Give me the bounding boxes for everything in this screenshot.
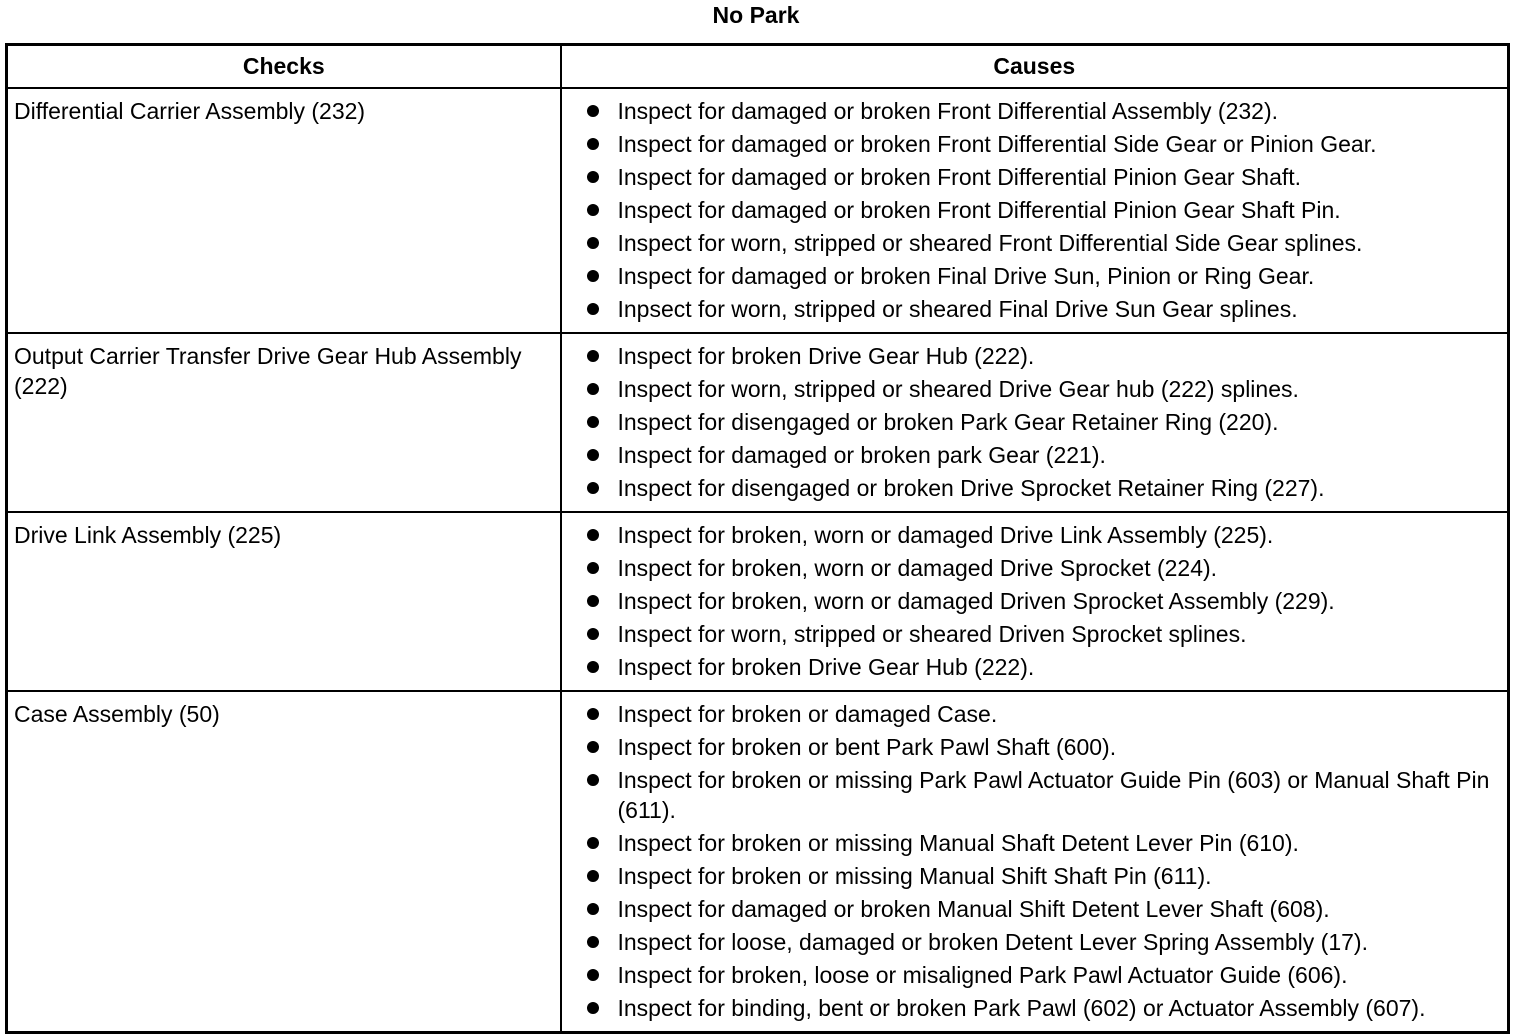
causes-list: [562, 520, 1500, 682]
cause-item: [562, 828, 1500, 858]
cause-text: Inspect for damaged or broken Front Differential Side Gear or Pinion Gear.: [617, 131, 1377, 157]
bullet-icon: [587, 870, 599, 882]
cause-text: Inspect for damaged or broken park Gear (221).: [617, 442, 1106, 468]
check-cell: Differential Carrier Assembly (232): [7, 88, 561, 333]
cause-item: [562, 162, 1500, 192]
cause-item: [562, 894, 1500, 924]
cause-item: [562, 96, 1500, 126]
bullet-icon: [587, 837, 599, 849]
cause-item: [562, 129, 1500, 159]
cause-text: Inspect for worn, stripped or sheared Drive Gear hub (222) splines.: [617, 376, 1299, 402]
diagnostic-table: [5, 43, 1510, 1034]
causes-cell: [561, 691, 1509, 1033]
bullet-icon: [587, 774, 599, 786]
bullet-icon: [587, 741, 599, 753]
cause-text: Inspect for damaged or broken Front Differential Assembly (232).: [617, 98, 1279, 124]
cause-item: [562, 374, 1500, 404]
header-causes: Causes: [561, 45, 1509, 89]
cause-text: Inspect for broken Drive Gear Hub (222).: [617, 654, 1035, 680]
cause-text: Inspect for damaged or broken Front Differential Pinion Gear Shaft.: [617, 164, 1302, 190]
cause-item: [562, 927, 1500, 957]
cause-item: [562, 553, 1500, 583]
cause-item: [562, 765, 1500, 825]
bullet-icon: [587, 449, 599, 461]
cause-item: [562, 699, 1500, 729]
bullet-icon: [587, 383, 599, 395]
cause-item: [562, 440, 1500, 470]
check-cell: Output Carrier Transfer Drive Gear Hub Assembly (222): [7, 333, 561, 512]
cause-text: Inspect for broken, loose or misaligned Park Pawl Actuator Guide (606).: [617, 962, 1348, 988]
cause-item: [562, 619, 1500, 649]
bullet-icon: [587, 482, 599, 494]
cause-text: Inspect for broken or missing Park Pawl Actuator Guide Pin (603) or Manual Shaft Pin (611).: [617, 767, 1490, 823]
page-title: No Park: [712, 2, 800, 28]
cause-text: Inspect for damaged or broken Final Drive Sun, Pinion or Ring Gear.: [617, 263, 1315, 289]
cause-text: Inspect for broken, worn or damaged Drive Link Assembly (225).: [617, 522, 1274, 548]
cause-item: [562, 732, 1500, 762]
causes-cell: [561, 88, 1509, 333]
bullet-icon: [587, 595, 599, 607]
bullet-icon: [587, 969, 599, 981]
cause-text: Inspect for worn, stripped or sheared Driven Sprocket splines.: [617, 621, 1247, 647]
cause-item: [562, 261, 1500, 291]
bullet-icon: [587, 936, 599, 948]
cause-text: Inspect for worn, stripped or sheared Front Differential Side Gear splines.: [617, 230, 1363, 256]
cause-text: Inspect for broken or missing Manual Shift Shaft Pin (611).: [617, 863, 1212, 889]
cause-text: Inspect for damaged or broken Manual Shift Detent Lever Shaft (608).: [617, 896, 1330, 922]
causes-cell: [561, 512, 1509, 691]
bullet-icon: [587, 1002, 599, 1014]
bullet-icon: [587, 628, 599, 640]
bullet-icon: [587, 237, 599, 249]
check-cell: Drive Link Assembly (225): [7, 512, 561, 691]
cause-text: Inspect for broken or missing Manual Shaft Detent Lever Pin (610).: [617, 830, 1299, 856]
bullet-icon: [587, 270, 599, 282]
cause-text: Inspect for damaged or broken Front Differential Pinion Gear Shaft Pin.: [617, 197, 1341, 223]
causes-list: [562, 96, 1500, 324]
causes-cell: [561, 333, 1509, 512]
cause-item: [562, 473, 1500, 503]
cause-text: Inspect for broken or bent Park Pawl Shaft (600).: [617, 734, 1117, 760]
cause-text: Inspect for disengaged or broken Drive Sprocket Retainer Ring (227).: [617, 475, 1325, 501]
cause-item: [562, 993, 1500, 1023]
cause-text: Inspect for broken, worn or damaged Driven Sprocket Assembly (229).: [617, 588, 1335, 614]
bullet-icon: [587, 903, 599, 915]
cause-item: [562, 861, 1500, 891]
cause-text: Inspect for disengaged or broken Park Gear Retainer Ring (220).: [617, 409, 1279, 435]
cause-text: Inspect for binding, bent or broken Park Pawl (602) or Actuator Assembly (607).: [617, 995, 1426, 1021]
header-checks: Checks: [7, 45, 561, 89]
bullet-icon: [587, 661, 599, 673]
bullet-icon: [587, 138, 599, 150]
cause-text: Inspect for broken, worn or damaged Drive Sprocket (224).: [617, 555, 1218, 581]
cause-item: [562, 228, 1500, 258]
cause-item: [562, 341, 1500, 371]
cause-text: Inspect for broken Drive Gear Hub (222).: [617, 343, 1035, 369]
table-row: [7, 88, 1509, 333]
bullet-icon: [587, 204, 599, 216]
bullet-icon: [587, 303, 599, 315]
table-row: [7, 512, 1509, 691]
cause-item: [562, 520, 1500, 550]
cause-text: Inspect for broken or damaged Case.: [617, 701, 998, 727]
cause-item: [562, 294, 1500, 324]
bullet-icon: [587, 562, 599, 574]
cause-item: [562, 960, 1500, 990]
causes-list: [562, 341, 1500, 503]
table-row: [7, 691, 1509, 1033]
bullet-icon: [587, 708, 599, 720]
cause-text: Inspect for loose, damaged or broken Detent Lever Spring Assembly (17).: [617, 929, 1368, 955]
check-cell: Case Assembly (50): [7, 691, 561, 1033]
cause-item: [562, 195, 1500, 225]
causes-list: [562, 699, 1500, 1023]
cause-item: [562, 586, 1500, 616]
table-row: [7, 333, 1509, 512]
bullet-icon: [587, 105, 599, 117]
header-row: [7, 45, 1509, 89]
cause-item: [562, 652, 1500, 682]
bullet-icon: [587, 350, 599, 362]
bullet-icon: [587, 171, 599, 183]
bullet-icon: [587, 416, 599, 428]
cause-text: Inpsect for worn, stripped or sheared Final Drive Sun Gear splines.: [617, 296, 1298, 322]
bullet-icon: [587, 529, 599, 541]
cause-item: [562, 407, 1500, 437]
